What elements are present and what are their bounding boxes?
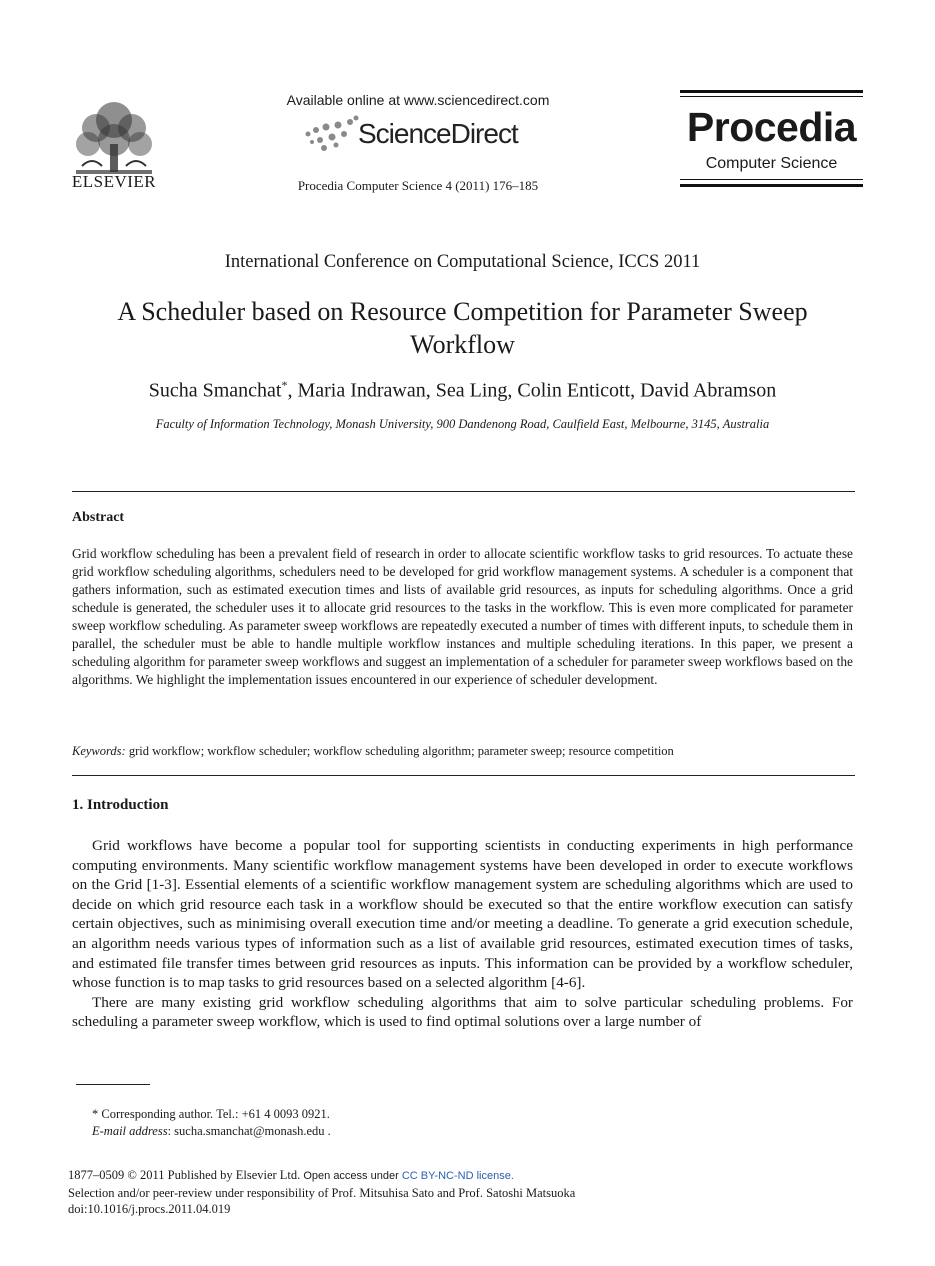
abstract-heading: Abstract <box>72 510 125 525</box>
procedia-top-thin-rule <box>680 96 863 97</box>
license-link[interactable]: CC BY-NC-ND license. <box>401 1170 514 1182</box>
doi-line[interactable]: doi:10.1016/j.procs.2011.04.019 <box>68 1202 231 1216</box>
procedia-bottom-thin-rule <box>680 179 863 180</box>
bottom-matter <box>68 1167 575 1218</box>
abstract-body: Grid workflow scheduling has been a prevalent field of research in order to allocate scientific workflow tasks to grid resources. To actuate these grid workflow scheduling algorithms, schedulers need to be developed for grid workflow management systems. A scheduler is a component that gathers information, such as estimated execution times and lists of available grid resources, as inputs for scheduling algorithms. Once a grid schedule is generated, the scheduler uses it to allocate grid resources to the tasks in the workflow. This is even more complicated for parameter sweep workflow scheduling. As parameter sweep workflows are repeatedly executed a number of times with different inputs, to schedule them in parallel, the scheduler must be able to handle multiple workflow instances and multiple scheduling iterations. In this paper, we present a scheduling algorithm for parameter sweep workflows and suggest an implementation of a scheduler for parameter sweep workflows based on the algorithms. We highlight the implementation issues encountered in our experience of scheduler development. <box>72 546 853 687</box>
abstract-top-rule <box>72 491 855 492</box>
abstract-bottom-rule <box>72 775 855 776</box>
first-author: Sucha Smanchat <box>148 379 282 402</box>
available-online-text[interactable]: Available online at www.sciencedirect.com <box>286 92 550 108</box>
publisher-name: ELSEVIER <box>71 172 157 191</box>
corresponding-author-note: * Corresponding author. Tel.: +61 4 0093 0921. <box>92 1107 330 1121</box>
peer-review-line: Selection and/or peer-review under responsibility of Prof. Mitsuhisa Sato and Prof. Satoshi Matsuoka <box>68 1185 576 1200</box>
section-heading-introduction: 1. Introduction <box>72 797 169 813</box>
intro-paragraph-2: There are many existing grid workflow scheduling algorithms that aim to solve particular scheduling problems. For scheduling a parameter sweep workflow, which is used to find optimal solutions over a large number of <box>72 993 853 1031</box>
affiliation: Faculty of Information Technology, Monash University, 900 Dandenong Road, Caulfield East, Melbourne, 3145, Australia <box>155 417 770 431</box>
intro-paragraph-1: Grid workflows have become a popular tool for supporting scientists in conducting experiments in high performance computing environments. Many scientific workflow management systems have been developed in order to execute workflows on the Grid [1-3]. Essential elements of a scientific workflow management system are scheduling algorithms which are used to decide on which grid resource each task in a workflow should be executed so that the entire workflow execution can satisfy certain objectives, such as minimising overall execution time and/or meeting a deadline. To generate a grid execution schedule, an algorithm needs various types of information such as a list of available grid resources, estimated execution times of tasks, and estimated file transfer times between grid resources as inputs. This information can be provided by a workflow scheduler, whose function is to map tasks to grid resources based on a selected algorithm [4-6]. <box>72 837 853 992</box>
open-access-text: Open access under <box>300 1170 402 1182</box>
keywords-list: grid workflow; workflow scheduler; workflow scheduling algorithm; parameter sweep; resource competition <box>125 744 674 758</box>
procedia-subtitle: Computer Science <box>705 155 838 172</box>
email-label: E-mail address <box>92 1124 168 1138</box>
paper-title <box>70 295 855 361</box>
email-note <box>92 1123 331 1140</box>
keywords-label: Keywords: <box>72 744 126 758</box>
conference-name: International Conference on Computational Science, ICCS 2011 <box>224 252 701 272</box>
other-authors: , Maria Indrawan, Sea Ling, Colin Enticott, David Abramson <box>287 379 777 402</box>
procedia-bottom-rule <box>680 184 863 187</box>
sciencedirect-wordmark[interactable]: ScienceDirect <box>358 118 518 149</box>
copyright-text: 1877–0509 © 2011 Published by Elsevier Ltd. <box>68 1168 301 1182</box>
corresponding-mark: * <box>281 378 288 392</box>
email-address[interactable]: : sucha.smanchat@monash.edu . <box>167 1124 331 1138</box>
journal-citation: Procedia Computer Science 4 (2011) 176–185 <box>297 178 539 193</box>
procedia-logo: Procedia <box>686 104 857 150</box>
copyright-line <box>68 1167 575 1185</box>
author-list <box>0 378 925 403</box>
paper-title-line-2: Workflow <box>410 330 515 359</box>
procedia-top-rule <box>680 90 863 93</box>
introduction-body <box>72 836 853 1032</box>
paper-title-line-1: A Scheduler based on Resource Competition for Parameter Sweep <box>117 297 808 326</box>
keywords <box>72 744 853 759</box>
footnote <box>92 1106 331 1140</box>
footnote-rule <box>76 1084 150 1085</box>
